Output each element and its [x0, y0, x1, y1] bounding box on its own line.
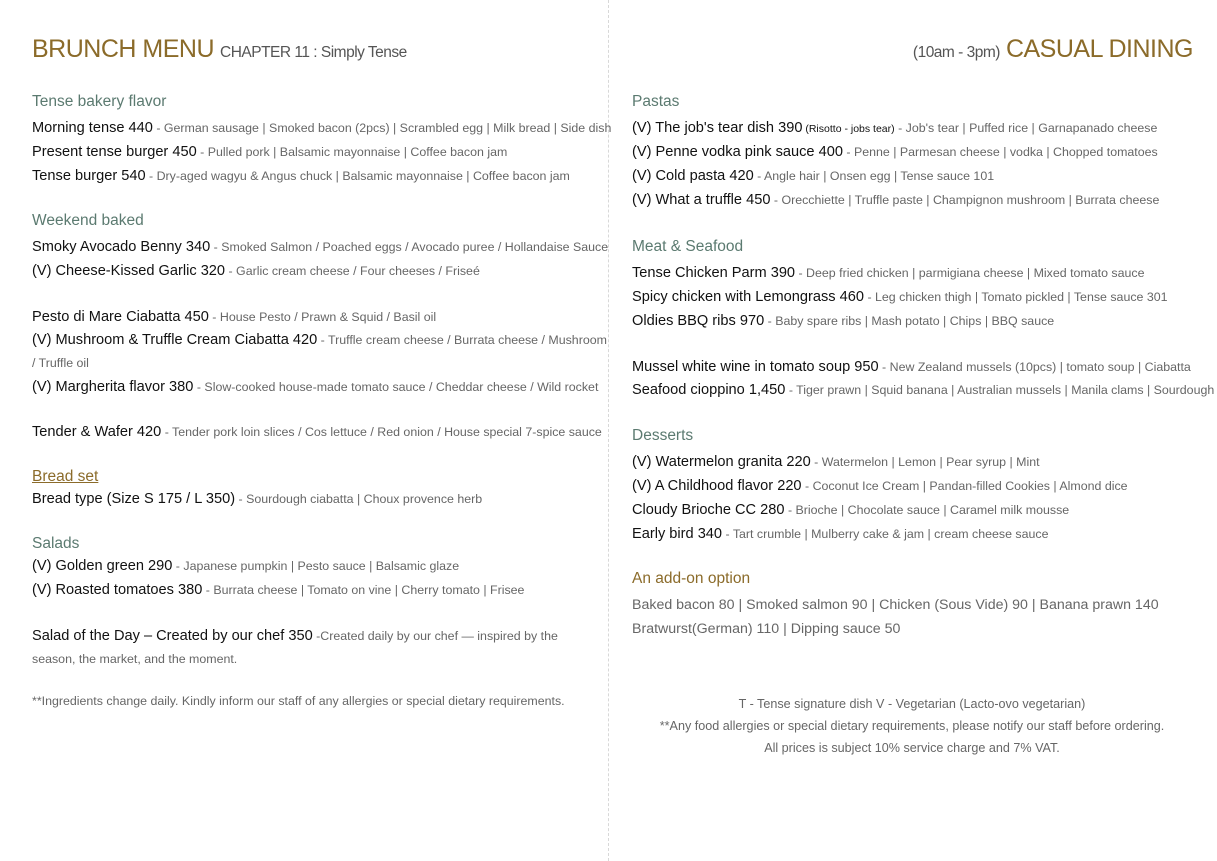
hours-subtitle: (10am - 3pm) — [912, 44, 1000, 61]
menu-item: Tense Chicken Parm 390 - Deep fried chicken | parmigiana cheese | Mixed tomato sauce — [632, 265, 1145, 281]
menu-item: (V) Cheese-Kissed Garlic 320 - Garlic cream cheese / Four cheeses / Friseé — [32, 263, 480, 279]
menu-item: Tender & Wafer 420 - Tender pork loin slices / Cos lettuce / Red onion / House special 7-spice sauce — [32, 424, 602, 440]
section-title-desserts: Desserts — [632, 427, 694, 444]
allergy-footer: **Any food allergies or special dietary requirements, please notify our staff before ordering. — [659, 719, 1165, 733]
menu-item: Seafood cioppino 1,450 - Tiger prawn | Squid banana | Australian mussels | Manila clams | Sourdough — [632, 382, 1215, 398]
menu-item: Spicy chicken with Lemongrass 460 - Leg chicken thigh | Tomato pickled | Tense sauce 301 — [632, 289, 1168, 305]
menu-item: Oldies BBQ ribs 970 - Baby spare ribs | Mash potato | Chips | BBQ sauce — [632, 313, 1055, 329]
right-header — [913, 35, 1193, 64]
menu-item: Pesto di Mare Ciabatta 450 - House Pesto / Prawn & Squid / Basil oil — [32, 309, 437, 325]
menu-item: (V) Golden green 290 - Japanese pumpkin | Pesto sauce | Balsamic glaze — [32, 558, 460, 574]
menu-item: (V) A Childhood flavor 220 - Coconut Ice Cream | Pandan-filled Cookies | Almond dice — [632, 478, 1128, 494]
menu-item: Cloudy Brioche CC 280 - Brioche | Chocolate sauce | Caramel milk mousse — [632, 502, 1070, 518]
menu-item: (V) Mushroom & Truffle Cream Ciabatta 420 - Truffle cream cheese / Burrata cheese / Mushroom / Truffle oil — [32, 332, 607, 370]
chapter-subtitle: CHAPTER 11 : Simply Tense — [220, 44, 407, 61]
menu-item: (V) The job's tear dish 390 (Risotto - jobs tear) - Job's tear | Puffed rice | Garnapanado cheese — [632, 120, 1158, 136]
left-header — [32, 35, 407, 64]
menu-item: (V) Watermelon granita 220 - Watermelon | Lemon | Pear syrup | Mint — [632, 454, 1040, 470]
section-title-bread: Bread set — [32, 468, 99, 485]
menu-item: Smoky Avocado Benny 340 - Smoked Salmon / Poached eggs / Avocado puree / Hollandaise Sauce — [32, 239, 609, 255]
section-title-bakery: Tense bakery flavor — [32, 93, 167, 110]
section-title-addon: An add-on option — [632, 570, 751, 587]
menu-item: Early bird 340 - Tart crumble | Mulberry cake & jam | cream cheese sauce — [632, 526, 1049, 542]
legend-note: T - Tense signature dish V - Vegetarian (Lacto-ovo vegetarian) — [738, 697, 1086, 711]
menu-item: (V) Roasted tomatoes 380 - Burrata cheese | Tomato on vine | Cherry tomato | Frisee — [32, 582, 525, 598]
section-title-salads: Salads — [32, 535, 80, 552]
menu-item: (V) Penne vodka pink sauce 400 - Penne | Parmesan cheese | vodka | Chopped tomatoes — [632, 144, 1158, 160]
allergy-note: **Ingredients change daily. Kindly inform our staff of any allergies or special dietary requirements. — [32, 694, 565, 708]
section-title-meat: Meat & Seafood — [632, 238, 744, 255]
menu-item: Morning tense 440 - German sausage | Smoked bacon (2pcs) | Scrambled egg | Milk bread | Side dish — [32, 120, 612, 136]
addon-line: Bratwurst(German) 110 | Dipping sauce 50 — [632, 621, 901, 637]
casual-dining-title: CASUAL DINING — [1005, 35, 1193, 63]
menu-item: Tense burger 540 - Dry-aged wagyu & Angus chuck | Balsamic mayonnaise | Coffee bacon jam — [32, 168, 570, 184]
addon-line: Baked bacon 80 | Smoked salmon 90 | Chicken (Sous Vide) 90 | Banana prawn 140 — [632, 597, 1159, 613]
menu-item: (V) Margherita flavor 380 - Slow-cooked house-made tomato sauce / Cheddar cheese / Wild rocket — [32, 379, 599, 395]
menu-item: (V) What a truffle 450 - Orecchiette | Truffle paste | Champignon mushroom | Burrata cheese — [632, 192, 1160, 208]
section-title-weekend: Weekend baked — [32, 212, 144, 229]
menu-item: Present tense burger 450 - Pulled pork | Balsamic mayonnaise | Coffee bacon jam — [32, 144, 508, 160]
brunch-menu-title: BRUNCH MENU — [32, 35, 214, 63]
menu-item: Salad of the Day – Created by our chef 350 -Created daily by our chef — inspired by the season, the market, and the moment. — [32, 628, 558, 666]
menu-item: (V) Cold pasta 420 - Angle hair | Onsen egg | Tense sauce 101 — [632, 168, 995, 184]
price-footer: All prices is subject 10% service charge and 7% VAT. — [764, 741, 1060, 755]
section-title-pastas: Pastas — [632, 93, 680, 110]
menu-item: Mussel white wine in tomato soup 950 - New Zealand mussels (10pcs) | tomato soup | Ciabatta — [632, 359, 1191, 375]
menu-item: Bread type (Size S 175 / L 350) - Sourdough ciabatta | Choux provence herb — [32, 491, 483, 507]
